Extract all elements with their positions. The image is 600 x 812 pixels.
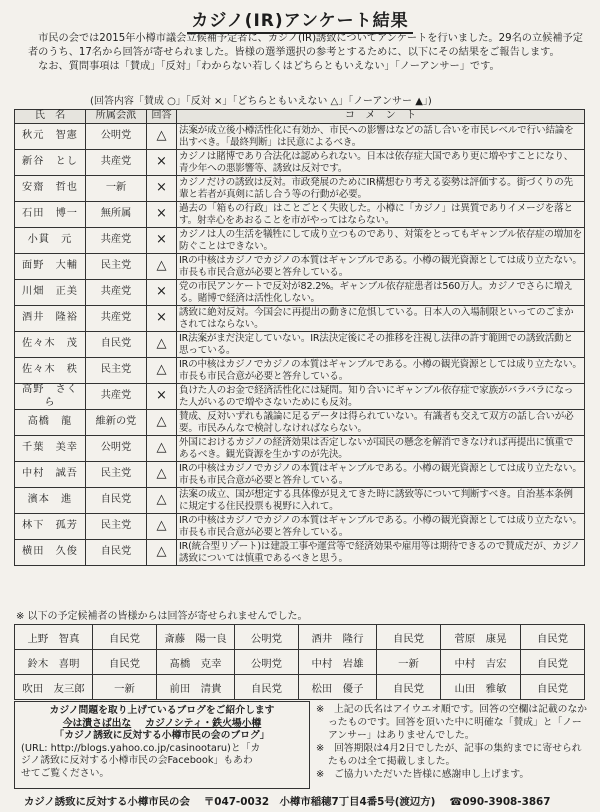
candidate-name: 小貫 元 — [15, 228, 86, 254]
non-respondent-name: 山田 雅敏 — [441, 675, 521, 700]
survey-table — [14, 109, 585, 566]
candidate-name: 横田 久俊 — [15, 540, 86, 566]
candidate-comment: 誘致に絶対反対。今国会に再提出の動きに危惧している。日本人の入場制限といってのごまかされてはならない。 — [177, 306, 585, 332]
non-respondent-name: 髙橋 克幸 — [157, 650, 235, 675]
candidate-comment: 過去の「箱もの行政」はことごとく失敗した。小樽に「カジノ」は異質でありイメージを落とす。射幸心をあおることを市がやってはならない。 — [177, 202, 585, 228]
candidate-name: 酒井 隆裕 — [15, 306, 86, 332]
non-respondent-name: 上野 智真 — [15, 625, 93, 650]
non-respondent-party: 自民党 — [93, 625, 157, 650]
candidate-name: 川畑 正美 — [15, 280, 86, 306]
candidate-name: 新谷 とし — [15, 150, 86, 176]
blog-title-1: 今は潰さば出な — [62, 717, 132, 729]
candidate-comment: カジノは賭博であり合法化は認められない。日本は依存症大国であり更に増やすことになり、青少年への悪影響等、誘致は反対です。 — [177, 150, 585, 176]
header-party: 所属会派 — [86, 110, 147, 124]
candidate-name: 佐々木 茂 — [15, 332, 86, 358]
candidate-name: 林下 孤芳 — [15, 514, 86, 540]
candidate-party: 自民党 — [86, 488, 147, 514]
table-row — [15, 358, 585, 384]
footer-tel: ☎090-3908-3867 — [449, 796, 551, 808]
non-respondent-name: 前田 清貴 — [157, 675, 235, 700]
table-row — [15, 384, 585, 410]
non-respondent-note: ※ 以下の予定候補者の皆様からは回答が寄せられませんでした。 — [16, 611, 308, 622]
candidate-answer: △ — [147, 462, 177, 488]
candidate-name: 濱本 進 — [15, 488, 86, 514]
non-respondent-party: 公明党 — [235, 625, 299, 650]
non-respondent-row — [15, 625, 585, 650]
table-row — [15, 280, 585, 306]
candidate-comment: IRの中核はカジノでカジノの本質はギャンブルである。小樽の観光資源としては成り立たない。市長も市民合意が必要と答弁している。 — [177, 254, 585, 280]
table-row — [15, 488, 585, 514]
candidate-party: 民主党 — [86, 358, 147, 384]
header-comment: コ メ ン ト — [177, 110, 585, 124]
candidate-answer: △ — [147, 124, 177, 150]
candidate-comment: IR法案がまだ決定していない。IR法決定後にその推移を注視し法律の許す範囲での誘致活動と思っている。 — [177, 332, 585, 358]
table-row — [15, 540, 585, 566]
blog-facebook-line: ジノ誘致に反対する小樽市民の会Facebook」もあわ — [21, 755, 253, 767]
non-respondent-name: 菅原 康晃 — [441, 625, 521, 650]
footer-org: カジノ誘致に反対する小樽市民の会 — [24, 796, 190, 808]
table-row — [15, 436, 585, 462]
survey-table-body — [15, 124, 585, 566]
candidate-party: 共産党 — [86, 228, 147, 254]
non-respondent-name: 松田 優子 — [299, 675, 377, 700]
blog-name: 「カジノ誘致に反対する小樽市民の会のブログ」 — [54, 730, 270, 742]
candidate-answer: × — [147, 202, 177, 228]
non-respondent-name: 鈴木 喜明 — [15, 650, 93, 675]
non-respondent-party: 自民党 — [521, 650, 585, 675]
candidate-name: 面野 大輔 — [15, 254, 86, 280]
candidate-comment: 負けた人のお金で経済活性化には疑問。知り合いにギャンブル依存症で家族がバラバラになった人がいるので増やさないためにも反対。 — [177, 384, 585, 410]
candidate-comment: 法案が成立後小樽活性化に有効か、市民への影響はなどの話し合いを市民レベルで行い結論を出すべき。「最終判断」は民意によるべき。 — [177, 124, 585, 150]
non-respondent-body — [15, 625, 585, 700]
candidate-answer: △ — [147, 436, 177, 462]
blog-url-line: (URL: http://blogs.yahoo.co.jp/casinootaru)と「カ — [21, 742, 261, 754]
header-answer: 回答 — [147, 110, 177, 124]
candidate-party: 共産党 — [86, 306, 147, 332]
candidate-party: 民主党 — [86, 514, 147, 540]
non-respondent-row — [15, 650, 585, 675]
page-title-wrap — [0, 6, 600, 34]
candidate-comment: 賛成、反対いずれも議論に足るデータは得られていない。有識者も交えて双方の話し合いが必要。市民みんなで検討しなければならない。 — [177, 410, 585, 436]
non-respondent-party: 公明党 — [235, 650, 299, 675]
candidate-answer: △ — [147, 332, 177, 358]
footnote-1: ※ 上記の氏名はアイウエオ順です。回答の空欄は記載のなかったものです。回答を頂いた中に明確な「賛成」と「ノーアンサー」はありませんでした。 — [316, 704, 588, 741]
candidate-name: 安齋 哲也 — [15, 176, 86, 202]
blog-info-box — [14, 701, 310, 789]
candidate-party: 自民党 — [86, 540, 147, 566]
table-header-row — [15, 110, 585, 124]
footer-address: 〒047-0032 小樽市稲穂7丁目4番5号(渡辺方) — [203, 796, 436, 808]
non-respondent-party: 自民党 — [377, 675, 441, 700]
intro-text: 市民の会では2015年小樽市議会立候補予定者に、カジノ(IR)誘致についてアンケートを行いました。29名の立候補予定者のうち、17名から回答が寄せられました。皆様の選挙選択の参考とするために、以下にその結果をご報告します。 なお、質問事項は「賛成」「反対」「わからない若しくはどちらともいえない」「ノーアンサー」です。 — [28, 33, 583, 72]
table-row — [15, 462, 585, 488]
candidate-answer: × — [147, 150, 177, 176]
candidate-answer: △ — [147, 410, 177, 436]
candidate-party: 民主党 — [86, 254, 147, 280]
candidate-comment: 法案の成立、国が想定する具体像が見えてきた時に誘致等について判断すべき。自治基本条例に規定する住民投票も視野に入れて。 — [177, 488, 585, 514]
non-respondent-name: 酒井 隆行 — [299, 625, 377, 650]
candidate-answer: × — [147, 306, 177, 332]
non-respondent-party: 自民党 — [521, 675, 585, 700]
candidate-comment: カジノは人の生活を犠牲にして成り立つものであり、対策をとってもギャンブル依存症の増加を防ぐことはできない。 — [177, 228, 585, 254]
non-respondent-name: 斎藤 陽一良 — [157, 625, 235, 650]
non-respondent-party: 自民党 — [93, 650, 157, 675]
candidate-comment: カジノだけの誘致は反対。市政発展のためにIR構想むり考える姿勢は評価する。街づくりの先輩と若者が真剣に話し合う等の行動が必要。 — [177, 176, 585, 202]
candidate-party: 共産党 — [86, 280, 147, 306]
candidate-answer: △ — [147, 358, 177, 384]
header-name: 氏 名 — [15, 110, 86, 124]
candidate-comment: IR(統合型リゾート)は建設工事や運営等で経済効果や雇用等は期待できるので賛成だが、カジノ誘致については慎重であるべきと思う。 — [177, 540, 585, 566]
footnote-3: ※ ご協力いただいた皆様に感謝申し上げます。 — [316, 769, 530, 780]
candidate-answer: × — [147, 384, 177, 410]
non-respondent-row — [15, 675, 585, 700]
candidate-party: 維新の党 — [86, 410, 147, 436]
table-row — [15, 306, 585, 332]
candidate-answer: × — [147, 280, 177, 306]
page-title: カジノ(IR)アンケート結果 — [187, 6, 412, 34]
candidate-name: 千葉 美幸 — [15, 436, 86, 462]
footnotes — [316, 703, 588, 781]
candidate-name: 中村 誠吾 — [15, 462, 86, 488]
candidate-party: 共産党 — [86, 150, 147, 176]
candidate-answer: × — [147, 228, 177, 254]
candidate-comment: 党の市民アンケートで反対が82.2%。ギャンブル依存症患者は560万人。カジノでさらに増える。賭博で経済は活性化しない。 — [177, 280, 585, 306]
candidate-answer: △ — [147, 254, 177, 280]
candidate-party: 民主党 — [86, 462, 147, 488]
candidate-comment: IRの中核はカジノでカジノの本質はギャンブルである。小樽の観光資源としては成り立たない。市長も市民合意が必要と答弁している。 — [177, 514, 585, 540]
non-respondent-party: 自民党 — [377, 625, 441, 650]
candidate-name: 高野 さくら — [15, 384, 86, 410]
non-respondent-party: 一新 — [377, 650, 441, 675]
candidate-name: 佐々木 秩 — [15, 358, 86, 384]
table-row — [15, 150, 585, 176]
table-row — [15, 228, 585, 254]
candidate-party: 公明党 — [86, 124, 147, 150]
candidate-name: 石田 博一 — [15, 202, 86, 228]
table-row — [15, 254, 585, 280]
table-row — [15, 176, 585, 202]
blog-title-2: カジノシティ・鉄火場小樽 — [145, 717, 262, 729]
candidate-answer: △ — [147, 540, 177, 566]
table-row — [15, 202, 585, 228]
non-respondent-party: 自民党 — [235, 675, 299, 700]
candidate-name: 秋元 智憲 — [15, 124, 86, 150]
footer — [24, 793, 594, 808]
non-respondent-name: 吹田 友三郎 — [15, 675, 93, 700]
non-respondent-party: 一新 — [93, 675, 157, 700]
blog-titles — [21, 718, 303, 731]
table-row — [15, 514, 585, 540]
candidate-answer: △ — [147, 514, 177, 540]
candidate-comment: 外国におけるカジノの経済効果は否定しないが国民の懸念を解消できなければ再提出に慎重であるべき。観光資源を生かすのが先決。 — [177, 436, 585, 462]
non-respondent-name: 中村 吉宏 — [441, 650, 521, 675]
blog-intro: カジノ問題を取り上げているブログをご紹介します — [49, 705, 275, 716]
candidate-name: 高橋 龍 — [15, 410, 86, 436]
non-respondent-table — [14, 624, 585, 700]
candidate-party: 無所属 — [86, 202, 147, 228]
table-row — [15, 332, 585, 358]
non-respondent-name: 中村 岩雄 — [299, 650, 377, 675]
candidate-party: 一新 — [86, 176, 147, 202]
footnote-2: ※ 回答期限は4月2日でしたが、記事の集約までに寄せられたものは全て掲載しました。 — [316, 743, 582, 767]
candidate-party: 自民党 — [86, 332, 147, 358]
candidate-party: 共産党 — [86, 384, 147, 410]
candidate-answer: △ — [147, 488, 177, 514]
candidate-comment: IRの中核はカジノでカジノの本質はギャンブルである。小樽の観光資源としては成り立たない。市長も市民合意が必要と答弁している。 — [177, 358, 585, 384]
blog-closing-line: せてご覧ください。 — [21, 767, 110, 779]
candidate-party: 公明党 — [86, 436, 147, 462]
table-row — [15, 124, 585, 150]
candidate-answer: × — [147, 176, 177, 202]
table-row — [15, 410, 585, 436]
candidate-comment: IRの中核はカジノでカジノの本質はギャンブルである。小樽の観光資源としては成り立たない。市長も市民合意が必要と答弁している。 — [177, 462, 585, 488]
non-respondent-party: 自民党 — [521, 625, 585, 650]
answer-legend: (回答内容「賛成 ○」「反対 ×」「どちらともいえない △」「ノーアンサー ▲」) — [90, 96, 432, 107]
